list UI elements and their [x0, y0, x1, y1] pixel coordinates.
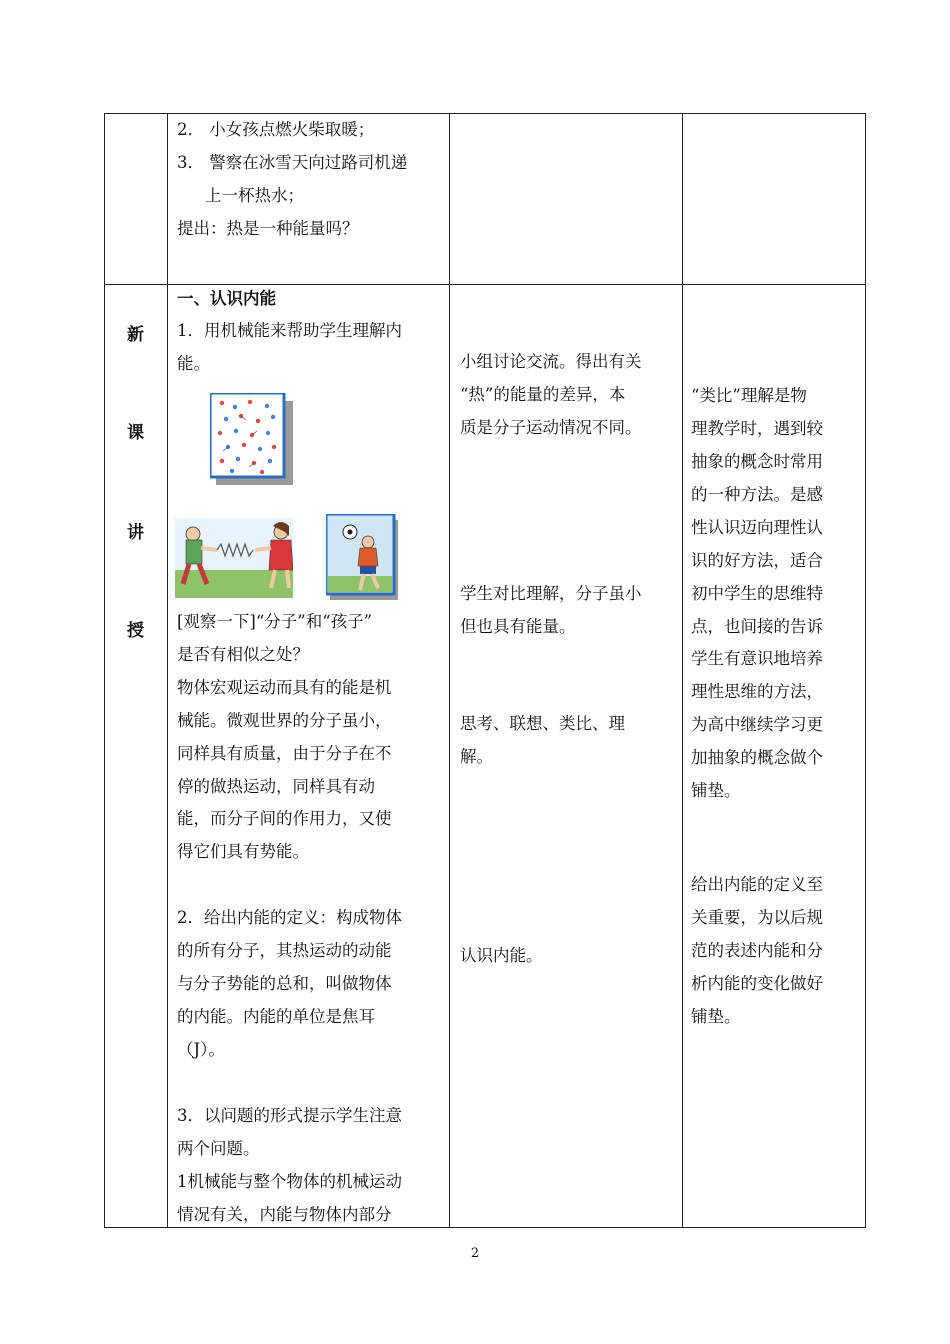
student-activity-line: 但也具有能量。: [460, 617, 576, 636]
macro-line: 物体宏观运动而具有的能是机: [177, 678, 392, 697]
intent-line: 给出内能的定义至: [691, 875, 823, 894]
intent-line: 学生有意识地培养: [691, 649, 823, 668]
item3-line: 1机械能与整个物体的机械运动: [177, 1172, 402, 1191]
intent-line: 识的好方法，适合: [691, 551, 823, 570]
side-label-char: 课: [127, 423, 144, 443]
intent-line: 铺垫。: [691, 1007, 741, 1026]
intent-line: 点，也间接的告诉: [691, 617, 823, 636]
soccer-header-illustration: [326, 514, 398, 600]
intent-line: “类比”理解是物: [691, 386, 807, 405]
item1-line: 能。: [177, 354, 210, 373]
student-activity-line: 解。: [460, 747, 493, 766]
section-title: 一、认识内能: [177, 289, 276, 308]
macro-line: 同样具有质量，由于分子在不: [177, 744, 392, 763]
intent-line: 的一种方法。是感: [691, 485, 823, 504]
item1-line: 1．用机械能来帮助学生理解内: [177, 321, 402, 340]
student-activity-line: 学生对比理解，分子虽小: [460, 584, 642, 603]
intent-line: 加抽象的概念做个: [691, 748, 823, 767]
macro-line: 械能。微观世界的分子虽小，: [177, 711, 392, 730]
intent-line: 析内能的变化做好: [691, 974, 823, 993]
student-activity-line: “热”的能量的差异，本: [460, 385, 626, 404]
observe-line: 是否有相似之处？: [177, 645, 309, 664]
item3-line: 情况有关，内能与物体内部分: [177, 1205, 392, 1224]
student-activity-line: 小组讨论交流。得出有关: [460, 352, 642, 371]
intent-line: 初中学生的思维特: [691, 584, 823, 603]
observe-line: [观察一下]“分子”和“孩子”: [177, 612, 373, 631]
column-divider: [449, 114, 450, 1227]
item2-line: 2．给出内能的定义：构成物体: [177, 908, 402, 927]
row1-line: 2． 小女孩点燃火柴取暖；: [177, 120, 375, 139]
macro-line: 得它们具有势能。: [177, 842, 309, 861]
item3-line: 3．以问题的形式提示学生注意: [177, 1106, 402, 1125]
side-label-char: 新: [127, 325, 144, 345]
side-label-char: 讲: [127, 523, 144, 543]
intent-line: 性认识迈向理性认: [691, 518, 823, 537]
item2-line: 的内能。内能的单位是焦耳: [177, 1007, 375, 1026]
side-label-char: 授: [127, 621, 144, 641]
row1-line: 提出：热是一种能量吗？: [177, 219, 359, 238]
intent-line: 为高中继续学习更: [691, 715, 823, 734]
intent-line: 铺垫。: [691, 781, 741, 800]
student-activity-line: 认识内能。: [460, 946, 543, 965]
column-divider: [682, 114, 683, 1227]
item2-line: 的所有分子，其热运动的动能: [177, 941, 392, 960]
row1-line: 3． 警察在冰雪天向过路司机递: [177, 153, 408, 172]
item2-line: （J）。: [177, 1040, 225, 1059]
item3-line: 两个问题。: [177, 1139, 260, 1158]
macro-line: 停的做热运动，同样具有动: [177, 777, 375, 796]
item2-line: 与分子势能的总和，叫做物体: [177, 974, 392, 993]
intent-line: 理教学时，遇到较: [691, 419, 823, 438]
column-divider: [167, 114, 168, 1227]
molecules-illustration: [210, 393, 294, 487]
intent-line: 范的表述内能和分: [691, 941, 823, 960]
spring-pull-illustration: [175, 518, 293, 598]
intent-line: 抽象的概念时常用: [691, 452, 823, 471]
intent-line: 关重要，为以后规: [691, 908, 823, 927]
page-number: 2: [470, 1246, 480, 1261]
intent-line: 理性思维的方法，: [691, 682, 823, 701]
macro-line: 能，而分子间的作用力，又使: [177, 809, 392, 828]
student-activity-line: 思考、联想、类比、理: [460, 714, 625, 733]
student-activity-line: 质是分子运动情况不同。: [460, 418, 642, 437]
row1-line: 上一杯热水；: [205, 186, 304, 205]
